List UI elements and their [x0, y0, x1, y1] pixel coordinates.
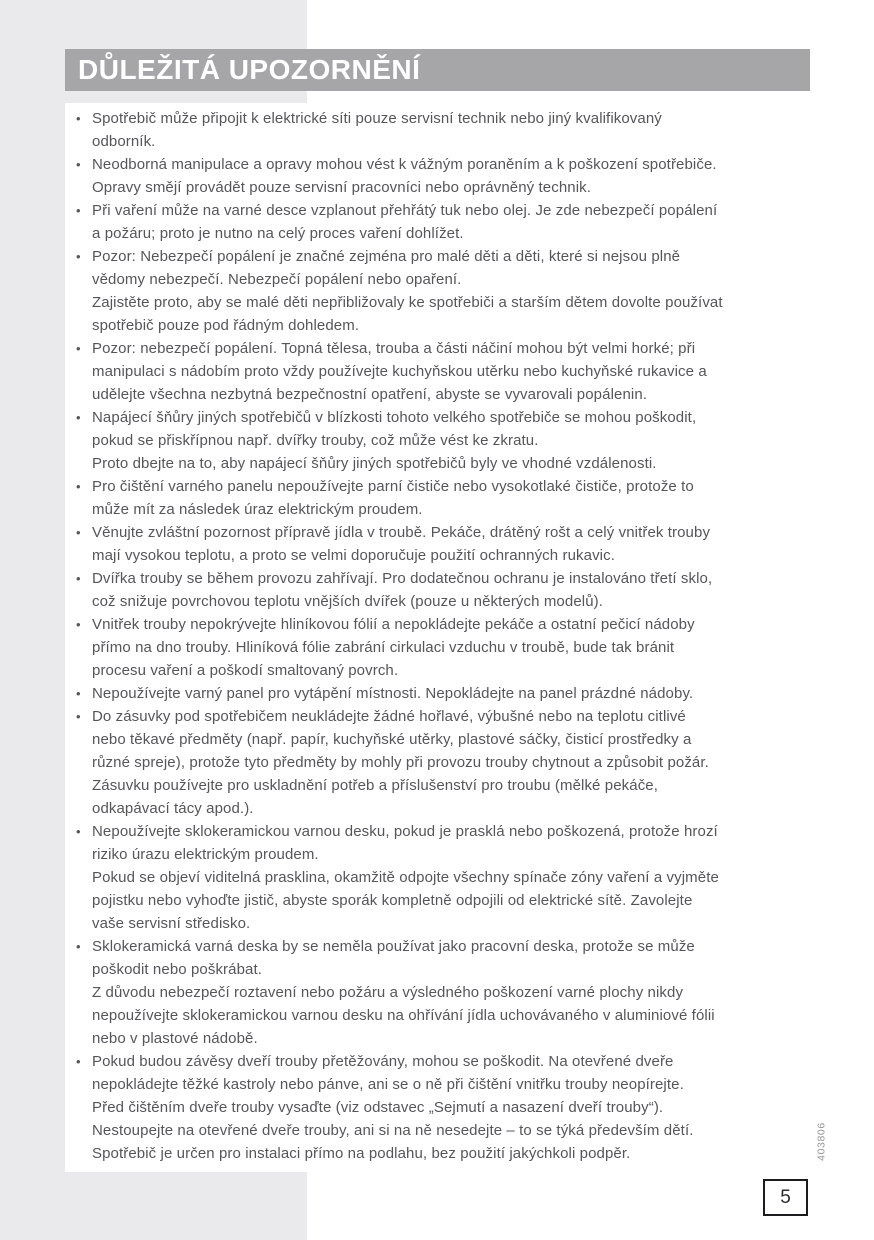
bullet-icon: • [76, 341, 81, 356]
list-item [76, 613, 810, 682]
warning-text: Nepoužívejte sklokeramickou varnou desku, pokud je prasklá nebo poškozená, protože hrozí riziko úrazu elektrickým proudem. Pokud se objeví viditelná prasklina, okamžitě odpojte všechny spínače zóny vaření a vyjměte pojistku nebo vyhoďte jistič, abyste sporák kompletně odpojili od elektrické sítě. Zavolejte vaše servisní středisko. [92, 823, 719, 932]
doc-code: 403806 [815, 1122, 828, 1161]
warning-text: Při vaření může na varné desce vzplanout přehřátý tuk nebo olej. Je zde nebezpečí popálení a požáru; proto je nutno na celý proces vaření dohlížet. [92, 202, 718, 242]
list-item [76, 521, 810, 567]
bullet-icon: • [76, 249, 81, 264]
page-number: 5 [780, 1186, 791, 1208]
bullet-icon: • [76, 571, 81, 586]
list-item [76, 705, 810, 820]
bullet-icon: • [76, 686, 81, 701]
bullet-icon: • [76, 709, 81, 724]
bullet-icon: • [76, 111, 81, 126]
page-number-box [763, 1179, 808, 1216]
list-item [76, 682, 810, 705]
bullet-icon: • [76, 1054, 81, 1069]
bullet-icon: • [76, 410, 81, 425]
warning-text: Pozor: Nebezpečí popálení je značné zejména pro malé děti a děti, které si nejsou plně vědomy nebezpečí. Nebezpečí popálení nebo opaření. Zajistěte proto, aby se malé děti nepřibližovaly ke spotřebiči a starším dětem dovolte používat spotřebič pouze pod řádným dohledem. [92, 248, 723, 334]
warning-text: Pokud budou závěsy dveří trouby přetěžovány, mohou se poškodit. Na otevřené dveře nepokládejte těžké kastroly nebo pánve, ani se o ně při čištění vnitřku trouby neopírejte. Před čištěním dveře trouby vysaďte (viz odstavec „Sejmutí a nasazení dveří trouby“). Nestoupejte na otevřené dveře trouby, ani si na ně nesedejte – to se týká především dětí. Spotřebič je určen pro instalaci přímo na podlahu, bez použití jakýchkoli podpěr. [92, 1053, 694, 1162]
list-item [76, 406, 810, 475]
bullet-icon: • [76, 824, 81, 839]
warning-text: Věnujte zvláštní pozornost přípravě jídla v troubě. Pekáče, drátěný rošt a celý vnitřek trouby mají vysokou teplotu, a proto se velmi doporučuje použití ochranných rukavic. [92, 524, 711, 564]
bullet-icon: • [76, 157, 81, 172]
list-item [76, 1050, 810, 1165]
warning-text: Do zásuvky pod spotřebičem neukládejte žádné hořlavé, výbušné nebo na teplotu citlivé nebo těkavé předměty (např. papír, kuchyňské utěrky, plastové sáčky, čisticí prostředky a různé spreje), protože tyto předměty by mohly při provozu trouby chytnout a způsobit požár. Zásuvku používejte pro uskladnění potřeb a příslušenství pro troubu (mělké pekáče, odkapávací tácy apod.). [92, 708, 709, 817]
warning-text: Pro čištění varného panelu nepoužívejte parní čističe nebo vysokotlaké čističe, protože to může mít za následek úraz elektrickým proudem. [92, 478, 694, 518]
warning-text: Napájecí šňůry jiných spotřebičů v blízkosti tohoto velkého spotřebiče se mohou poškodit, pokud se přiskřípnou např. dvířky trouby, což může vést ke zkratu. Proto dbejte na to, aby napájecí šňůry jiných spotřebičů byly ve vhodné vzdálenosti. [92, 409, 697, 472]
section-header-bar [65, 49, 810, 91]
list-item [76, 337, 810, 406]
left-margin-strip [0, 0, 65, 1240]
bottom-left-backdrop [65, 1172, 307, 1240]
warning-text: Spotřebič může připojit k elektrické síti pouze servisní technik nebo jiný kvalifikovaný odborník. [92, 110, 662, 150]
list-item [76, 820, 810, 935]
warning-text: Dvířka trouby se během provozu zahřívají. Pro dodatečnou ochranu je instalováno třetí sklo, což snižuje povrchovou teplotu vnějších dvířek (pouze u některých modelů). [92, 570, 713, 610]
warning-text: Nepoužívejte varný panel pro vytápění místnosti. Nepokládejte na panel prázdné nádoby. [92, 685, 694, 702]
page-title: DŮLEŽITÁ UPOZORNĚNÍ [78, 54, 421, 85]
warning-text: Neodborná manipulace a opravy mohou vést k vážným poraněním a k poškození spotřebiče. Opravy smějí provádět pouze servisní pracovníci nebo oprávněný technik. [92, 156, 717, 196]
list-item [76, 107, 810, 153]
warning-list [76, 107, 810, 1165]
warning-text: Pozor: nebezpečí popálení. Topná tělesa, trouba a části náčiní mohou být velmi horké; při manipulaci s nádobím proto vždy používejte kuchyňskou utěrku nebo kuchyňské rukavice a udělejte všechna nezbytná bezpečnostní opatření, abyste se vyvarovali popálenin. [92, 340, 707, 403]
list-item [76, 567, 810, 613]
list-item [76, 199, 810, 245]
list-item [76, 153, 810, 199]
list-item [76, 935, 810, 1050]
list-item [76, 475, 810, 521]
warning-text: Sklokeramická varná deska by se neměla používat jako pracovní deska, protože se může poškodit nebo poškrábat. Z důvodu nebezpečí roztavení nebo požáru a výsledného poškození varné plochy nikdy nepoužívejte sklokeramickou varnou desku na ohřívání jídla uchovávaného v aluminiové fólii nebo v plastové nádobě. [92, 938, 715, 1047]
bullet-icon: • [76, 479, 81, 494]
list-item [76, 245, 810, 337]
bullet-icon: • [76, 525, 81, 540]
bullet-icon: • [76, 939, 81, 954]
bullet-icon: • [76, 203, 81, 218]
warning-text: Vnitřek trouby nepokrývejte hliníkovou fólií a nepokládejte pekáče a ostatní pečicí nádoby přímo na dno trouby. Hliníková fólie zabrání cirkulaci vzduchu v troubě, bude tak bránit procesu vaření a poškodí smaltovaný povrch. [92, 616, 695, 679]
bullet-icon: • [76, 617, 81, 632]
